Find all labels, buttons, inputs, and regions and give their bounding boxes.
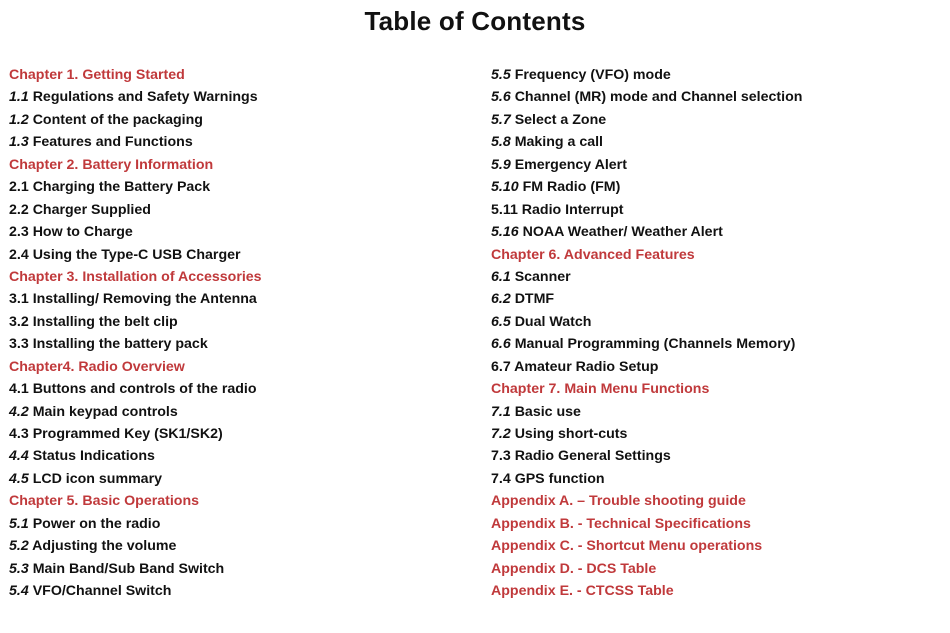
section-title: LCD icon summary: [32, 470, 162, 487]
section-title: Regulations and Safety Warnings: [32, 89, 258, 106]
section-number: 5.11: [491, 201, 518, 218]
section-number: 5.10: [491, 179, 519, 196]
section-title: Installing the battery pack: [32, 336, 208, 353]
toc-right-column: [491, 64, 946, 603]
section-title: Programmed Key (SK1/SK2): [32, 426, 223, 442]
section-title: Charging the Battery Pack: [32, 179, 211, 196]
toc-chapter-entry[interactable]: Chapter 7. Main Menu Functions: [491, 381, 710, 398]
section-number: 4.1: [9, 381, 29, 398]
section-title: Power on the radio: [32, 515, 161, 532]
toc-left-column: [9, 64, 469, 603]
toc-section-entry[interactable]: [9, 199, 469, 221]
toc-chapter-entry[interactable]: Chapter 5. Basic Operations: [9, 493, 200, 510]
section-number: 5.7: [491, 111, 511, 128]
toc-section-entry[interactable]: [491, 154, 946, 176]
section-number: 2.4: [9, 246, 29, 263]
toc-chapter-entry[interactable]: Appendix B. - Technical Specifications: [491, 515, 751, 532]
toc-section-entry[interactable]: [9, 131, 469, 153]
section-number: 6.7: [491, 358, 511, 375]
toc-section-entry[interactable]: [491, 288, 946, 310]
section-title: Using the Type-C USB Charger: [32, 246, 241, 263]
section-title: Content of the packaging: [32, 111, 203, 128]
section-number: 4.3: [9, 426, 29, 442]
toc-section-entry[interactable]: [9, 468, 469, 490]
toc-section-entry[interactable]: [491, 445, 946, 467]
section-number: 4.2: [9, 403, 29, 420]
toc-section-entry[interactable]: [9, 109, 469, 131]
toc-chapter-entry[interactable]: Chapter 6. Advanced Features: [491, 246, 695, 263]
section-number: 4.5: [9, 470, 29, 487]
toc-section-entry[interactable]: [9, 244, 469, 266]
toc-chapter-entry[interactable]: Appendix C. - Shortcut Menu operations: [491, 538, 763, 555]
section-number: 7.4: [491, 470, 511, 487]
toc-section-entry[interactable]: [9, 445, 469, 467]
section-number: 6.6: [491, 336, 511, 353]
toc-section-entry[interactable]: [491, 176, 946, 198]
toc-section-entry[interactable]: [491, 109, 946, 131]
toc-section-entry[interactable]: [491, 401, 946, 423]
page-title: Table of Contents: [364, 6, 586, 36]
section-title: Making a call: [514, 134, 603, 151]
section-number: 3.3: [9, 336, 29, 353]
toc-section-entry[interactable]: [491, 131, 946, 153]
toc-chapter-entry[interactable]: Chapter 3. Installation of Accessories: [9, 268, 262, 285]
section-title: Status Indications: [32, 448, 155, 465]
section-number: 4.4: [9, 448, 29, 465]
section-number: 6.1: [491, 268, 511, 285]
toc-section-entry[interactable]: [9, 176, 469, 198]
section-title: Amateur Radio Setup: [514, 358, 659, 375]
section-number: 5.16: [491, 224, 519, 241]
toc-chapter-entry[interactable]: Appendix A. – Trouble shooting guide: [491, 493, 746, 510]
toc-section-entry[interactable]: [9, 86, 469, 108]
section-title: Basic use: [514, 403, 581, 420]
toc-section-entry[interactable]: [491, 311, 946, 333]
section-number: 2.1: [9, 179, 29, 196]
toc-section-entry[interactable]: [491, 423, 946, 445]
toc-section-entry[interactable]: [9, 288, 469, 310]
section-number: 1.1: [9, 89, 29, 106]
section-number: 2.3: [9, 224, 29, 241]
section-title: Manual Programming (Channels Memory): [514, 336, 796, 353]
section-title: Installing/ Removing the Antenna: [32, 291, 257, 308]
section-number: 5.3: [9, 560, 29, 577]
section-title: Adjusting the volume: [32, 538, 177, 555]
section-title: Main keypad controls: [32, 403, 178, 420]
section-title: Buttons and controls of the radio: [32, 381, 257, 398]
toc-section-entry[interactable]: [491, 86, 946, 108]
section-title: Dual Watch: [514, 313, 592, 330]
section-number: 5.6: [491, 89, 511, 106]
toc-section-entry[interactable]: [491, 199, 946, 221]
section-title: NOAA Weather/ Weather Alert: [522, 224, 723, 241]
section-title: Frequency (VFO) mode: [514, 67, 671, 83]
toc-section-entry[interactable]: [491, 333, 946, 355]
section-number: 5.4: [9, 583, 29, 600]
toc-section-entry[interactable]: [9, 311, 469, 333]
section-title: Installing the belt clip: [32, 313, 178, 330]
section-title: Scanner: [514, 268, 571, 285]
section-title: Charger Supplied: [32, 201, 151, 218]
toc-section-entry[interactable]: [9, 378, 469, 400]
section-title: Radio General Settings: [514, 448, 671, 465]
section-title: How to Charge: [32, 224, 133, 241]
section-number: 1.2: [9, 111, 29, 128]
section-title: Select a Zone: [514, 111, 607, 128]
toc-chapter-entry[interactable]: Chapter4. Radio Overview: [9, 358, 185, 375]
section-title: Emergency Alert: [514, 156, 627, 173]
toc-section-entry[interactable]: [9, 558, 469, 580]
toc-section-entry[interactable]: [491, 266, 946, 288]
toc-section-entry[interactable]: [9, 513, 469, 535]
toc-section-entry[interactable]: [491, 356, 946, 378]
toc-chapter-entry[interactable]: Appendix E. - CTCSS Table: [491, 583, 674, 600]
toc-section-entry[interactable]: [9, 401, 469, 423]
section-number: 6.5: [491, 313, 511, 330]
toc-section-entry[interactable]: [9, 580, 469, 602]
toc-section-entry[interactable]: [491, 64, 946, 86]
section-title: Features and Functions: [32, 134, 193, 151]
section-title: Using short-cuts: [514, 426, 628, 442]
section-number: 1.3: [9, 134, 29, 151]
section-number: 5.5: [491, 67, 511, 83]
toc-section-entry[interactable]: [491, 221, 946, 243]
section-title: Radio Interrupt: [521, 201, 624, 218]
section-number: 5.1: [9, 515, 29, 532]
toc-section-entry[interactable]: [9, 221, 469, 243]
toc-section-entry[interactable]: [491, 468, 946, 490]
section-number: 7.1: [491, 403, 511, 420]
section-number: 3.2: [9, 313, 29, 330]
section-number: 7.3: [491, 448, 511, 465]
section-number: 7.2: [491, 426, 511, 442]
toc-section-entry[interactable]: [9, 423, 469, 445]
toc-section-entry[interactable]: [9, 535, 469, 557]
section-title: FM Radio (FM): [522, 179, 621, 196]
section-number: 2.2: [9, 201, 29, 218]
toc-chapter-entry[interactable]: Appendix D. - DCS Table: [491, 560, 657, 577]
section-number: 5.9: [491, 156, 511, 173]
section-number: 3.1: [9, 291, 29, 308]
section-title: Channel (MR) mode and Channel selection: [514, 89, 803, 106]
toc-chapter-entry[interactable]: Chapter 2. Battery Information: [9, 156, 214, 173]
section-title: VFO/Channel Switch: [32, 583, 172, 600]
section-number: 5.8: [491, 134, 511, 151]
section-title: GPS function: [514, 470, 605, 487]
toc-section-entry[interactable]: [9, 333, 469, 355]
toc-chapter-entry[interactable]: Chapter 1. Getting Started: [9, 67, 185, 83]
section-number: 6.2: [491, 291, 511, 308]
section-number: 5.2: [9, 538, 29, 555]
section-title: DTMF: [514, 291, 555, 308]
section-title: Main Band/Sub Band Switch: [32, 560, 225, 577]
